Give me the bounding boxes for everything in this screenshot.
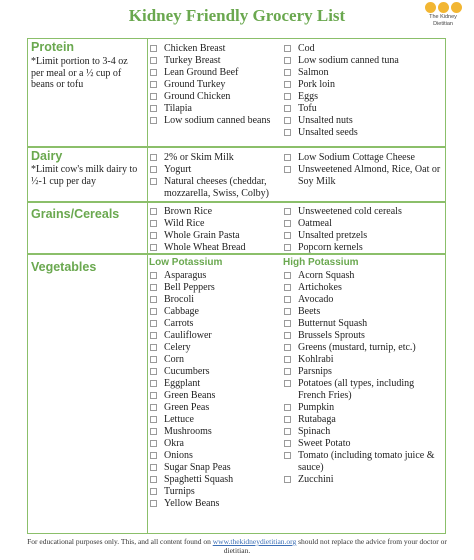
logo xyxy=(418,2,468,27)
checkbox-icon[interactable] xyxy=(150,356,157,363)
list-item-label: Brown Rice xyxy=(164,206,213,217)
checkbox-icon[interactable] xyxy=(150,488,157,495)
checkbox-icon[interactable] xyxy=(284,440,291,447)
dairy-note: *Limit cow's milk dairy to ½-1 cup per day xyxy=(31,164,138,187)
list-item[interactable] xyxy=(283,103,443,115)
list-item[interactable] xyxy=(149,462,279,474)
checkbox-icon[interactable] xyxy=(150,368,157,375)
list-item[interactable] xyxy=(283,294,443,306)
veg-low-column xyxy=(149,257,279,510)
checkbox-icon[interactable] xyxy=(150,232,157,239)
checkbox-icon[interactable] xyxy=(150,380,157,387)
checkbox-icon[interactable] xyxy=(284,166,291,173)
protein-heading: Protein xyxy=(31,40,75,54)
dairy-left-list xyxy=(149,152,279,200)
checkbox-icon[interactable] xyxy=(284,105,291,112)
vegetables-section xyxy=(27,254,446,534)
checkbox-icon[interactable] xyxy=(150,332,157,339)
list-item-label: Low Sodium Cottage Cheese xyxy=(298,152,415,163)
list-item[interactable] xyxy=(149,270,279,282)
list-item-label: Oatmeal xyxy=(298,218,332,229)
list-item-label: Cod xyxy=(298,43,315,54)
list-item-label: Pork loin xyxy=(298,79,335,90)
list-item-label: Zucchini xyxy=(298,474,334,485)
footer-disclaimer xyxy=(0,537,474,555)
checkbox-icon[interactable] xyxy=(150,244,157,251)
logo-dots-icon xyxy=(418,2,468,13)
list-item-label: 2% or Skim Milk xyxy=(164,152,234,163)
list-item-label: Popcorn kernels xyxy=(298,242,363,253)
list-item-label: Turnips xyxy=(164,486,195,497)
checkbox-icon[interactable] xyxy=(284,57,291,64)
list-item[interactable] xyxy=(149,115,275,127)
list-item-label: Potatoes (all types, including French Fries) xyxy=(298,378,415,401)
checkbox-icon[interactable] xyxy=(150,464,157,471)
list-item-label: Cauliflower xyxy=(164,330,212,341)
list-item-label: Yogurt xyxy=(164,164,192,175)
list-item[interactable] xyxy=(149,55,275,67)
checkbox-icon[interactable] xyxy=(284,476,291,483)
checkbox-icon[interactable] xyxy=(284,45,291,52)
list-item-label: Eggs xyxy=(298,91,318,102)
list-item[interactable] xyxy=(149,282,279,294)
list-item-label: Okra xyxy=(164,438,184,449)
checkbox-icon[interactable] xyxy=(284,416,291,423)
list-item[interactable] xyxy=(283,330,443,342)
list-item-label: Brussels Sprouts xyxy=(298,330,365,341)
list-item[interactable] xyxy=(283,414,443,426)
dairy-heading: Dairy xyxy=(31,149,63,163)
list-item[interactable] xyxy=(283,438,443,450)
list-item[interactable] xyxy=(149,366,279,378)
checkbox-icon[interactable] xyxy=(284,69,291,76)
list-item-label: Mushrooms xyxy=(164,426,212,437)
grains-section xyxy=(27,202,446,254)
list-item[interactable] xyxy=(283,270,443,282)
logo-text-line1: The Kidney xyxy=(429,14,457,20)
list-item[interactable] xyxy=(283,306,443,318)
grains-left-list xyxy=(149,206,275,254)
list-item-label: Kohlrabi xyxy=(298,354,334,365)
list-item[interactable] xyxy=(149,474,279,486)
list-item[interactable] xyxy=(283,282,443,294)
list-item[interactable] xyxy=(283,206,443,218)
checkbox-icon[interactable] xyxy=(150,428,157,435)
checkbox-icon[interactable] xyxy=(150,117,157,124)
list-item-label: Lean Ground Beef xyxy=(164,67,239,78)
logo-text-line2: Dietitian xyxy=(433,21,453,27)
list-item[interactable] xyxy=(283,474,443,486)
list-item[interactable] xyxy=(283,152,443,164)
list-item-label: Green Beans xyxy=(164,390,216,401)
checkbox-icon[interactable] xyxy=(150,476,157,483)
list-item-label: Turkey Breast xyxy=(164,55,221,66)
list-item[interactable] xyxy=(149,498,279,510)
list-item[interactable] xyxy=(149,426,279,438)
list-item-label: Low sodium canned tuna xyxy=(298,55,399,66)
list-item[interactable] xyxy=(149,342,279,354)
checkbox-icon[interactable] xyxy=(284,320,291,327)
checkbox-icon[interactable] xyxy=(284,244,291,251)
checkbox-icon[interactable] xyxy=(284,154,291,161)
list-item-label: Carrots xyxy=(164,318,194,329)
list-item[interactable] xyxy=(283,242,443,254)
list-item[interactable] xyxy=(283,127,443,139)
checkbox-icon[interactable] xyxy=(284,404,291,411)
list-item[interactable] xyxy=(149,91,275,103)
footer-link[interactable]: www.thekidneydietitian.org xyxy=(212,537,297,546)
list-item[interactable] xyxy=(149,390,279,402)
list-item[interactable] xyxy=(149,414,279,426)
list-item[interactable] xyxy=(149,294,279,306)
list-item-label: Eggplant xyxy=(164,378,201,389)
grains-right-list xyxy=(283,206,443,254)
list-item-label: Wild Rice xyxy=(164,218,205,229)
checkbox-icon[interactable] xyxy=(284,332,291,339)
list-item-label: Tilapia xyxy=(164,103,192,114)
list-item-label: Chicken Breast xyxy=(164,43,226,54)
checkbox-icon[interactable] xyxy=(150,45,157,52)
list-item-label: Avocado xyxy=(298,294,334,305)
list-item-label: Cabbage xyxy=(164,306,199,317)
checkbox-icon[interactable] xyxy=(150,320,157,327)
list-item-label: Unsalted seeds xyxy=(298,127,358,138)
veg-low-list xyxy=(149,270,279,510)
list-item-label: Tomato (including tomato juice & sauce) xyxy=(298,450,435,473)
list-item[interactable] xyxy=(149,152,279,164)
list-item-label: Pumpkin xyxy=(298,402,335,413)
list-item[interactable] xyxy=(283,43,443,55)
checkbox-icon[interactable] xyxy=(150,220,157,227)
list-item-label: Sugar Snap Peas xyxy=(164,462,231,473)
list-item-label: Low sodium canned beans xyxy=(164,115,271,126)
list-item[interactable] xyxy=(283,115,443,127)
list-item-label: Acorn Squash xyxy=(298,270,355,281)
list-item-label: Cucumbers xyxy=(164,366,210,377)
list-item-label: Yellow Beans xyxy=(164,498,220,509)
list-item[interactable] xyxy=(149,378,279,390)
list-item-label: Unsweetened cold cereals xyxy=(298,206,402,217)
list-item[interactable] xyxy=(283,366,443,378)
list-item-label: Spaghetti Squash xyxy=(164,474,234,485)
checkbox-icon[interactable] xyxy=(150,208,157,215)
list-item-label: Spinach xyxy=(298,426,331,437)
list-item[interactable] xyxy=(283,426,443,438)
list-item-label: Butternut Squash xyxy=(298,318,368,329)
checkbox-icon[interactable] xyxy=(150,81,157,88)
list-item[interactable] xyxy=(283,318,443,330)
list-item[interactable] xyxy=(149,306,279,318)
list-item-label: Brocoli xyxy=(164,294,194,305)
list-item[interactable] xyxy=(283,354,443,366)
dairy-right-list xyxy=(283,152,443,188)
list-item[interactable] xyxy=(149,438,279,450)
checkbox-icon[interactable] xyxy=(284,452,291,459)
vegetables-heading: Vegetables xyxy=(31,260,97,274)
list-item[interactable] xyxy=(149,450,279,462)
list-item-label: Beets xyxy=(298,306,321,317)
checkbox-icon[interactable] xyxy=(150,392,157,399)
list-item-label: Celery xyxy=(164,342,191,353)
checkbox-icon[interactable] xyxy=(284,117,291,124)
checkbox-icon[interactable] xyxy=(150,284,157,291)
list-item[interactable] xyxy=(149,164,279,176)
checkbox-icon[interactable] xyxy=(150,296,157,303)
list-item[interactable] xyxy=(283,230,443,242)
list-item[interactable] xyxy=(149,354,279,366)
list-item[interactable] xyxy=(149,318,279,330)
list-item-label: Green Peas xyxy=(164,402,210,413)
list-item-label: Salmon xyxy=(298,67,329,78)
list-item[interactable] xyxy=(149,218,275,230)
veg-high-column xyxy=(283,257,443,486)
list-item[interactable] xyxy=(149,176,279,200)
list-item-label: Lettuce xyxy=(164,414,194,425)
checkbox-icon[interactable] xyxy=(150,452,157,459)
list-item-label: Onions xyxy=(164,450,193,461)
list-item[interactable] xyxy=(149,330,279,342)
list-item[interactable] xyxy=(283,218,443,230)
list-item-label: Rutabaga xyxy=(298,414,336,425)
checkbox-icon[interactable] xyxy=(150,344,157,351)
list-item[interactable] xyxy=(149,486,279,498)
list-item-label: Corn xyxy=(164,354,184,365)
list-item[interactable] xyxy=(149,103,275,115)
checkbox-icon[interactable] xyxy=(284,308,291,315)
list-item[interactable] xyxy=(283,342,443,354)
list-item-label: Artichokes xyxy=(298,282,342,293)
checkbox-icon[interactable] xyxy=(150,272,157,279)
checkbox-icon[interactable] xyxy=(284,208,291,215)
list-item-label: Parsnips xyxy=(298,366,332,377)
list-item[interactable] xyxy=(149,79,275,91)
checkbox-icon[interactable] xyxy=(284,356,291,363)
protein-right-list xyxy=(283,43,443,139)
checkbox-icon[interactable] xyxy=(284,284,291,291)
list-item-label: Sweet Potato xyxy=(298,438,351,449)
list-item-label: Whole Grain Pasta xyxy=(164,230,240,241)
checkbox-icon[interactable] xyxy=(150,154,157,161)
protein-left-list xyxy=(149,43,275,127)
list-item[interactable] xyxy=(283,91,443,103)
dairy-section xyxy=(27,147,446,202)
list-item-label: Unsalted pretzels xyxy=(298,230,368,241)
veg-high-list xyxy=(283,270,443,486)
list-item[interactable] xyxy=(149,43,275,55)
page-title: Kidney Friendly Grocery List xyxy=(128,6,346,25)
checkbox-icon[interactable] xyxy=(150,416,157,423)
checkbox-icon[interactable] xyxy=(150,57,157,64)
checkbox-icon[interactable] xyxy=(284,380,291,387)
checkbox-icon[interactable] xyxy=(150,93,157,100)
list-item-label: Bell Peppers xyxy=(164,282,215,293)
checkbox-icon[interactable] xyxy=(284,232,291,239)
checkbox-icon[interactable] xyxy=(150,404,157,411)
list-item-label: Whole Wheat Bread xyxy=(164,242,246,253)
list-item[interactable] xyxy=(283,450,443,474)
footer-text-pre: For educational purposes only. This, and all content found on xyxy=(27,537,213,546)
list-item-label: Ground Chicken xyxy=(164,91,231,102)
list-item[interactable] xyxy=(283,378,443,402)
checkbox-icon[interactable] xyxy=(150,178,157,185)
footer-text-post: should not replace the advice from your doctor or dietitian. xyxy=(223,537,447,555)
low-potassium-heading: Low Potassium xyxy=(149,257,223,268)
list-item-label: Greens (mustard, turnip, etc.) xyxy=(298,342,416,353)
list-item-label: Tofu xyxy=(298,103,317,114)
list-item[interactable] xyxy=(149,242,275,254)
protein-section xyxy=(27,38,446,147)
checkbox-icon[interactable] xyxy=(284,220,291,227)
list-item-label: Unsalted nuts xyxy=(298,115,353,126)
list-item[interactable] xyxy=(149,230,275,242)
checkbox-icon[interactable] xyxy=(150,69,157,76)
list-item-label: Asparagus xyxy=(164,270,207,281)
list-item[interactable] xyxy=(283,55,443,67)
checkbox-icon[interactable] xyxy=(150,500,157,507)
list-item[interactable] xyxy=(283,402,443,414)
checkbox-icon[interactable] xyxy=(150,440,157,447)
list-item-label: Ground Turkey xyxy=(164,79,226,90)
checkbox-icon[interactable] xyxy=(150,308,157,315)
list-item-label: Natural cheeses (cheddar, mozzarella, Swiss, Colby) xyxy=(164,176,269,199)
protein-note: *Limit portion to 3-4 oz per meal or a ½ cup of beans or tofu xyxy=(31,56,128,90)
checkbox-icon[interactable] xyxy=(284,93,291,100)
list-item-label: Unsweetened Almond, Rice, Oat or Soy Milk xyxy=(298,164,441,187)
checkbox-icon[interactable] xyxy=(284,368,291,375)
checkbox-icon[interactable] xyxy=(150,105,157,112)
list-item[interactable] xyxy=(149,67,275,79)
high-potassium-heading: High Potassium xyxy=(283,257,359,268)
list-item[interactable] xyxy=(149,206,275,218)
list-item[interactable] xyxy=(283,79,443,91)
checkbox-icon[interactable] xyxy=(284,344,291,351)
checkbox-icon[interactable] xyxy=(150,166,157,173)
list-item[interactable] xyxy=(149,402,279,414)
checkbox-icon[interactable] xyxy=(284,296,291,303)
checkbox-icon[interactable] xyxy=(284,81,291,88)
grains-heading: Grains/Cereals xyxy=(31,207,120,221)
list-item[interactable] xyxy=(283,164,443,188)
checkbox-icon[interactable] xyxy=(284,428,291,435)
list-item[interactable] xyxy=(283,67,443,79)
checkbox-icon[interactable] xyxy=(284,129,291,136)
checkbox-icon[interactable] xyxy=(284,272,291,279)
